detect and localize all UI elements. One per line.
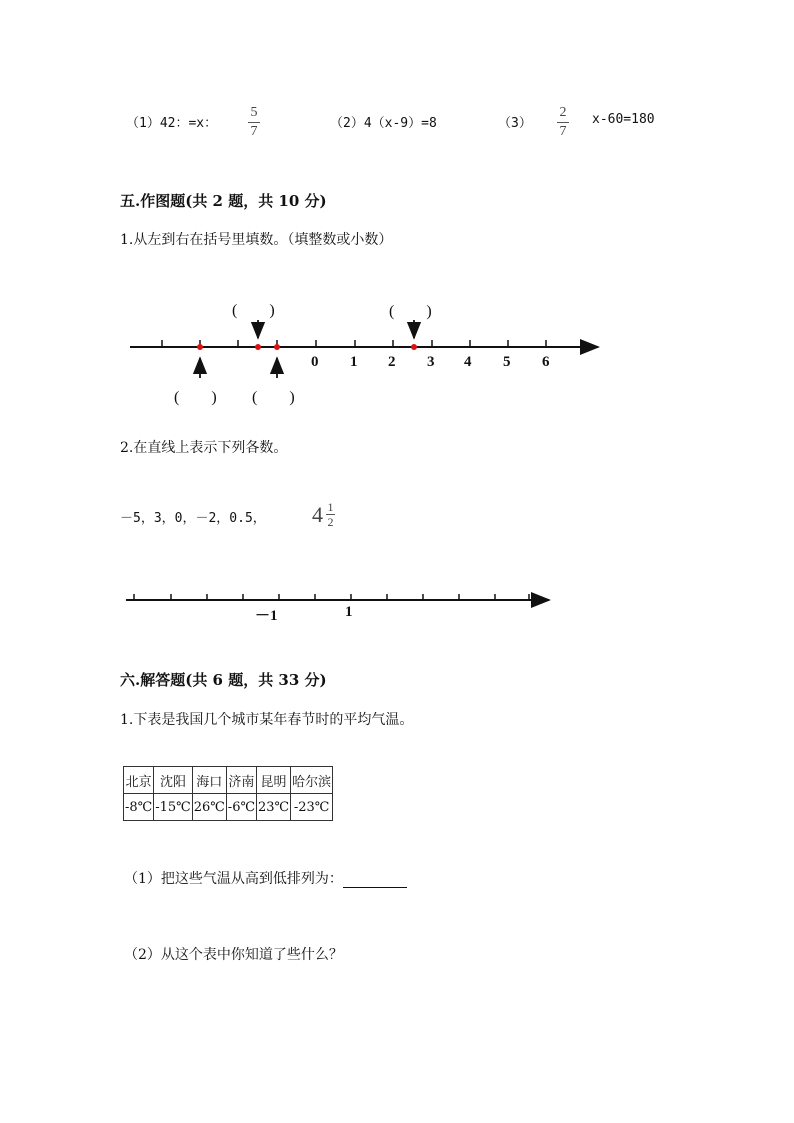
answer-blank[interactable]	[343, 873, 407, 888]
equation-3-fraction	[557, 106, 569, 139]
table-row	[124, 767, 333, 794]
table-cell-temp: -23℃	[291, 794, 333, 821]
answer-blank-top-2[interactable]: ( )	[389, 303, 432, 320]
sub-question-1-text: （1）把这些气温从高到低排列为：	[124, 871, 343, 887]
table-cell-city: 哈尔滨	[291, 767, 333, 794]
fraction-bar	[557, 122, 569, 123]
answer-blank-bottom-2[interactable]: ( )	[252, 389, 295, 406]
tick-label: 4	[464, 354, 472, 370]
fraction-numerator: 1	[327, 500, 334, 514]
tick-label: 5	[503, 354, 511, 370]
tick-label: 0	[311, 354, 319, 370]
fraction-numerator: 5	[250, 105, 258, 120]
temperature-table	[123, 766, 333, 821]
answer-blank-bottom-1[interactable]: ( )	[174, 389, 217, 406]
section-5-question-2: 2.在直线上表示下列各数。	[120, 440, 288, 456]
table-cell-temp: -15℃	[154, 794, 192, 821]
equation-1: （1）42：=x：	[126, 116, 218, 131]
table-cell-temp: 23℃	[257, 794, 291, 821]
tick-label: 3	[427, 354, 435, 370]
sub-question-1	[124, 868, 407, 888]
fraction-denominator: 7	[250, 124, 258, 139]
tick-label: 2	[388, 354, 396, 370]
table-cell-temp: -8℃	[124, 794, 154, 821]
point-c	[274, 344, 280, 350]
fraction-bar	[248, 122, 260, 123]
tick-marks	[162, 340, 546, 347]
fraction-numerator: 2	[559, 105, 567, 120]
point-d	[411, 344, 417, 350]
table-cell-temp: -6℃	[226, 794, 256, 821]
table-cell-city: 沈阳	[154, 767, 192, 794]
numbers-to-plot: －5，3，0，－2，0.5，	[120, 511, 266, 526]
equation-3-rest: x-60=180	[592, 112, 655, 127]
table-cell-temp: 26℃	[192, 794, 226, 821]
equation-1-fraction	[248, 106, 260, 139]
tick-label: 1	[345, 604, 353, 620]
tick-label: 6	[542, 354, 550, 370]
fraction-denominator: 7	[559, 124, 567, 139]
tick-label: －1	[255, 608, 278, 624]
section-5-heading: 五.作图题(共 2 题，共 10 分)	[120, 192, 327, 210]
section-6-heading: 六.解答题(共 6 题，共 33 分)	[120, 671, 327, 689]
section-6-question-1: 1.下表是我国几个城市某年春节时的平均气温。	[120, 712, 414, 728]
table-row	[124, 794, 333, 821]
fraction-denominator: 2	[327, 515, 334, 529]
answer-blank-top-1[interactable]: ( )	[232, 302, 275, 319]
point-b	[255, 344, 261, 350]
table-cell-city: 济南	[226, 767, 256, 794]
mixed-number-whole: 4	[312, 502, 323, 527]
equation-3: （3）	[498, 116, 532, 131]
table-cell-city: 北京	[124, 767, 154, 794]
table-cell-city: 海口	[192, 767, 226, 794]
sub-question-2: （2）从这个表中你知道了些什么？	[124, 947, 343, 963]
section-5-question-1: 1.从左到右在括号里填数。（填整数或小数）	[120, 232, 393, 248]
tick-label: 1	[350, 354, 358, 370]
equation-2: （2）4（x-9）=8	[330, 116, 437, 131]
point-a	[197, 344, 203, 350]
mixed-number-fraction	[326, 501, 335, 528]
number-line-2	[0, 585, 794, 625]
table-cell-city: 昆明	[257, 767, 291, 794]
